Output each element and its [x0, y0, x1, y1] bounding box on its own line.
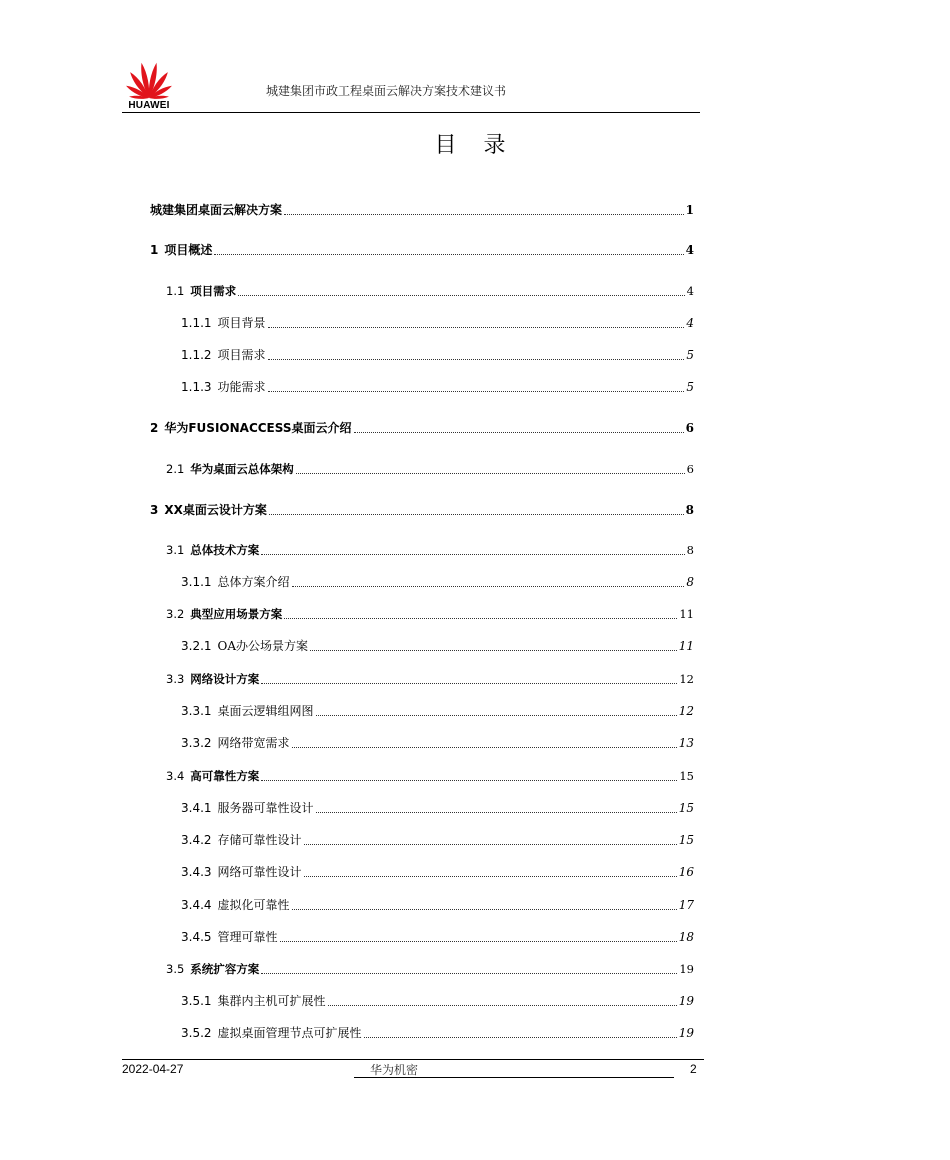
toc-entry-number: 3.4.2 [181, 833, 212, 847]
toc-entry-page: 13 [678, 736, 694, 750]
toc-entry-label: 华为FUSIONACCESS桌面云介绍 [164, 421, 352, 435]
toc-entry-page: 4 [686, 316, 694, 330]
toc-entry[interactable] [166, 459, 694, 479]
toc-entry-label: 集群内主机可扩展性 [217, 994, 326, 1008]
toc-heading: 目 录 [434, 133, 516, 158]
toc-entry-number: 3.2 [166, 607, 185, 621]
toc-entry[interactable] [181, 991, 694, 1011]
toc-leader-dots [310, 650, 677, 651]
toc-entry-number: 3.4.4 [181, 898, 212, 912]
toc-leader-dots [268, 327, 685, 328]
toc-entry-number: 3.1 [166, 543, 185, 557]
toc-entry[interactable] [181, 701, 694, 721]
toc-entry-page: 5 [686, 380, 694, 394]
toc-entry-page: 12 [678, 704, 694, 718]
toc-entry-label: 项目需求 [190, 284, 237, 298]
toc-leader-dots [261, 973, 677, 974]
toc-entry-page: 4 [686, 284, 694, 298]
toc-leader-dots [280, 941, 677, 942]
footer-underline [354, 1077, 674, 1078]
footer-page-number: 2 [690, 1062, 697, 1076]
toc-entry-label: 服务器可靠性设计 [217, 801, 314, 815]
toc-entry-label: 虚拟化可靠性 [217, 898, 290, 912]
toc-entry-number: 3.4.1 [181, 801, 212, 815]
toc-entry-label: 管理可靠性 [217, 930, 278, 944]
toc-entry-number: 1.1 [166, 284, 185, 298]
toc-entry-number: 3 [150, 503, 159, 517]
toc-entry-number: 3.1.1 [181, 575, 212, 589]
toc-entry-label: 存储可靠性设计 [217, 833, 302, 847]
toc-entry-page: 19 [678, 994, 694, 1008]
toc-entry-page: 12 [679, 672, 694, 686]
toc-entry-number: 3.3.2 [181, 736, 212, 750]
toc-entry-page: 15 [679, 769, 694, 783]
toc-leader-dots [354, 432, 684, 433]
toc-entry-page: 15 [678, 833, 694, 847]
toc-leader-dots [292, 586, 685, 587]
toc-leader-dots [261, 780, 677, 781]
toc-entry-label: 虚拟桌面管理节点可扩展性 [217, 1026, 362, 1040]
toc-entry-label: 项目背景 [217, 316, 266, 330]
toc-entry-number: 1 [150, 243, 159, 257]
toc-entry[interactable] [181, 313, 694, 333]
toc-leader-dots [304, 844, 677, 845]
toc-entry-number: 3.5.1 [181, 994, 212, 1008]
toc-entry[interactable] [181, 345, 694, 365]
toc-leader-dots [296, 473, 685, 474]
huawei-petals-icon [122, 60, 176, 100]
toc-entry-label: 网络可靠性设计 [217, 865, 302, 879]
header-divider [122, 112, 700, 113]
toc-entry-label: 项目需求 [217, 348, 266, 362]
toc-entry-label: 总体方案介绍 [217, 575, 290, 589]
toc-entry[interactable] [181, 830, 694, 850]
toc-entry[interactable] [181, 798, 694, 818]
toc-entry-page: 8 [685, 503, 694, 517]
toc-entry-page: 8 [686, 575, 694, 589]
toc-entry-label: XX桌面云设计方案 [164, 503, 267, 517]
footer-date: 2022-04-27 [122, 1062, 184, 1076]
toc-entry-page: 11 [679, 607, 694, 621]
toc-entry-page: 19 [678, 1026, 694, 1040]
toc-entry-number: 3.4.3 [181, 865, 212, 879]
toc-entry-page: 4 [685, 243, 694, 257]
toc-entry[interactable] [181, 927, 694, 947]
toc-entry-page: 8 [686, 543, 694, 557]
toc-entry[interactable] [181, 733, 694, 753]
toc-entry-page: 19 [679, 962, 694, 976]
logo-wordmark: HUAWEI [128, 100, 170, 111]
toc-entry-page: 6 [685, 421, 694, 435]
toc-entry-label: 网络带宽需求 [217, 736, 290, 750]
toc-entry-page: 5 [686, 348, 694, 362]
document-header-title: 城建集团市政工程桌面云解决方案技术建议书 [266, 84, 507, 98]
toc-entry-number: 3.4.5 [181, 930, 212, 944]
toc-leader-dots [284, 618, 677, 619]
toc-leader-dots [268, 391, 685, 392]
toc-entry-label: 城建集团桌面云解决方案 [150, 203, 283, 217]
toc-entry[interactable] [181, 636, 694, 656]
toc-entry[interactable] [166, 281, 694, 301]
toc-entry[interactable] [166, 604, 694, 624]
toc-entry[interactable] [181, 895, 694, 915]
toc-leader-dots [304, 876, 677, 877]
toc-entry-number: 1.1.1 [181, 316, 212, 330]
toc-entry-page: 16 [678, 865, 694, 879]
toc-entry-number: 3.3 [166, 672, 185, 686]
toc-entry-page: 1 [685, 203, 694, 217]
toc-entry-label: 桌面云逻辑组网图 [217, 704, 314, 718]
toc-entry[interactable] [166, 540, 694, 560]
toc-entry-label: 华为桌面云总体架构 [190, 462, 294, 476]
toc-entry-page: 15 [678, 801, 694, 815]
toc-leader-dots [364, 1037, 677, 1038]
footer-confidential-label: 华为机密 [370, 1063, 419, 1077]
toc-entry[interactable] [181, 1023, 694, 1043]
toc-entry-label: 典型应用场景方案 [190, 607, 283, 621]
toc-entry-label: 功能需求 [217, 380, 266, 394]
toc-entry-page: 17 [678, 898, 694, 912]
toc-entry-number: 2.1 [166, 462, 185, 476]
toc-entry-label: 项目概述 [164, 243, 213, 257]
toc-leader-dots [316, 715, 677, 716]
toc-entry-number: 3.2.1 [181, 639, 212, 653]
toc-leader-dots [261, 554, 684, 555]
toc-entry-page: 6 [686, 462, 694, 476]
toc-entry-page: 18 [678, 930, 694, 944]
toc-leader-dots [284, 214, 684, 215]
toc-entry[interactable] [181, 572, 694, 592]
toc-entry-number: 1.1.3 [181, 380, 212, 394]
toc-entry-label: 网络设计方案 [190, 672, 260, 686]
toc-entry-label: 高可靠性方案 [190, 769, 260, 783]
toc-leader-dots [292, 747, 677, 748]
toc-entry[interactable] [150, 418, 694, 438]
toc-entry-number: 3.5 [166, 962, 185, 976]
toc-entry-label: OA办公场景方案 [217, 639, 309, 653]
toc-entry-number: 3.4 [166, 769, 185, 783]
toc-entry[interactable] [150, 500, 694, 520]
toc-entry-page: 11 [678, 639, 694, 653]
toc-entry-number: 1.1.2 [181, 348, 212, 362]
toc-entry-label: 系统扩容方案 [190, 962, 260, 976]
toc-entry-number: 3.5.2 [181, 1026, 212, 1040]
toc-entry-label: 总体技术方案 [190, 543, 260, 557]
toc-leader-dots [316, 812, 677, 813]
toc-leader-dots [238, 295, 684, 296]
footer-divider [122, 1059, 704, 1060]
toc-leader-dots [292, 909, 677, 910]
huawei-logo [122, 60, 176, 116]
toc-entry[interactable] [166, 766, 694, 786]
toc-entry-number: 3.3.1 [181, 704, 212, 718]
toc-leader-dots [328, 1005, 677, 1006]
toc-leader-dots [214, 254, 683, 255]
toc-entry[interactable] [166, 959, 694, 979]
toc-entry[interactable] [150, 240, 694, 260]
toc-entry[interactable] [181, 862, 694, 882]
toc-entry[interactable] [181, 377, 694, 397]
toc-leader-dots [269, 514, 684, 515]
toc-entry[interactable] [150, 200, 694, 220]
toc-entry-number: 2 [150, 421, 159, 435]
toc-leader-dots [261, 683, 677, 684]
toc-leader-dots [268, 359, 685, 360]
toc-entry[interactable] [166, 669, 694, 689]
